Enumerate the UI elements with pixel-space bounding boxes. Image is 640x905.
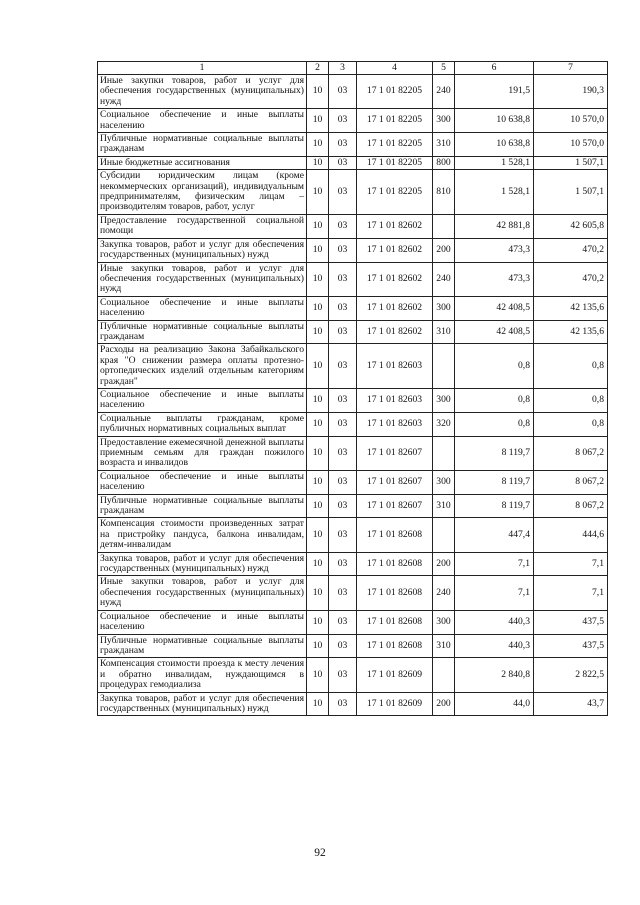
section-cell: 10	[307, 320, 329, 344]
amount-col7-cell: 2 822,5	[534, 658, 608, 692]
page-number: 92	[314, 847, 326, 859]
section-cell: 10	[307, 388, 329, 412]
row-name-cell: Социальные выплаты гражданам, кроме публичных нормативных социальных выплат	[98, 412, 307, 436]
section-cell: 10	[307, 658, 329, 692]
table-row	[98, 214, 608, 238]
subsection-cell: 03	[329, 470, 357, 494]
table-row	[98, 170, 608, 215]
section-cell: 10	[307, 552, 329, 576]
row-name-cell: Предоставление государственной социальной помощи	[98, 214, 307, 238]
amount-col7-cell: 1 507,1	[534, 170, 608, 215]
table-row	[98, 156, 608, 169]
table-row	[98, 238, 608, 262]
row-name-cell: Публичные нормативные социальные выплаты гражданам	[98, 320, 307, 344]
amount-col6-cell: 42 408,5	[455, 320, 534, 344]
target-article-cell: 17 1 01 82607	[357, 494, 433, 518]
amount-col6-cell: 7,1	[455, 552, 534, 576]
target-article-cell: 17 1 01 82205	[357, 75, 433, 109]
amount-col6-cell: 44,0	[455, 692, 534, 716]
target-article-cell: 17 1 01 82608	[357, 634, 433, 658]
target-article-cell: 17 1 01 82609	[357, 658, 433, 692]
section-cell: 10	[307, 344, 329, 389]
target-article-cell: 17 1 01 82602	[357, 320, 433, 344]
amount-col6-cell: 8 119,7	[455, 470, 534, 494]
target-article-cell: 17 1 01 82603	[357, 412, 433, 436]
table-row	[98, 344, 608, 389]
table-row	[98, 658, 608, 692]
amount-col6-cell: 42 408,5	[455, 296, 534, 320]
expense-type-cell: 240	[433, 262, 455, 296]
expense-type-cell: 800	[433, 156, 455, 169]
subsection-cell: 03	[329, 610, 357, 634]
section-cell: 10	[307, 436, 329, 470]
amount-col6-cell: 1 528,1	[455, 156, 534, 169]
col-header-7: 7	[534, 62, 608, 75]
table-row	[98, 576, 608, 610]
col-header-3: 3	[329, 62, 357, 75]
amount-col7-cell: 444,6	[534, 518, 608, 552]
subsection-cell: 03	[329, 262, 357, 296]
table-row	[98, 552, 608, 576]
section-cell: 10	[307, 75, 329, 109]
amount-col7-cell: 0,8	[534, 388, 608, 412]
table-row	[98, 388, 608, 412]
target-article-cell: 17 1 01 82602	[357, 296, 433, 320]
table-row	[98, 494, 608, 518]
section-cell: 10	[307, 576, 329, 610]
row-name-cell: Публичные нормативные социальные выплаты гражданам	[98, 494, 307, 518]
target-article-cell: 17 1 01 82607	[357, 470, 433, 494]
table-row	[98, 75, 608, 109]
amount-col6-cell: 440,3	[455, 610, 534, 634]
section-cell: 10	[307, 494, 329, 518]
target-article-cell: 17 1 01 82602	[357, 238, 433, 262]
table-row	[98, 634, 608, 658]
budget-table	[97, 61, 608, 716]
table-row	[98, 412, 608, 436]
expense-type-cell: 300	[433, 388, 455, 412]
section-cell: 10	[307, 634, 329, 658]
amount-col7-cell: 10 570,0	[534, 109, 608, 133]
section-cell: 10	[307, 156, 329, 169]
subsection-cell: 03	[329, 552, 357, 576]
row-name-cell: Компенсация стоимости проезда к месту лечения и обратно инвалидам, нуждающимся в процедурах гемодиализа	[98, 658, 307, 692]
amount-col6-cell: 473,3	[455, 238, 534, 262]
row-name-cell: Иные бюджетные ассигнования	[98, 156, 307, 169]
expense-type-cell: 240	[433, 75, 455, 109]
table-row	[98, 262, 608, 296]
table-row	[98, 133, 608, 157]
section-cell: 10	[307, 238, 329, 262]
target-article-cell: 17 1 01 82205	[357, 133, 433, 157]
subsection-cell: 03	[329, 170, 357, 215]
col-header-4: 4	[357, 62, 433, 75]
target-article-cell: 17 1 01 82205	[357, 170, 433, 215]
section-cell: 10	[307, 470, 329, 494]
target-article-cell: 17 1 01 82205	[357, 109, 433, 133]
amount-col6-cell: 0,8	[455, 388, 534, 412]
target-article-cell: 17 1 01 82603	[357, 388, 433, 412]
expense-type-cell: 300	[433, 296, 455, 320]
subsection-cell: 03	[329, 214, 357, 238]
amount-col7-cell: 43,7	[534, 692, 608, 716]
amount-col6-cell: 7,1	[455, 576, 534, 610]
expense-type-cell	[433, 344, 455, 389]
expense-type-cell: 310	[433, 320, 455, 344]
amount-col7-cell: 470,2	[534, 238, 608, 262]
amount-col7-cell: 42 135,6	[534, 320, 608, 344]
amount-col7-cell: 437,5	[534, 634, 608, 658]
amount-col6-cell: 191,5	[455, 75, 534, 109]
row-name-cell: Закупка товаров, работ и услуг для обеспечения государственных (муниципальных) нужд	[98, 552, 307, 576]
subsection-cell: 03	[329, 634, 357, 658]
section-cell: 10	[307, 610, 329, 634]
section-cell: 10	[307, 214, 329, 238]
amount-col6-cell: 440,3	[455, 634, 534, 658]
subsection-cell: 03	[329, 75, 357, 109]
subsection-cell: 03	[329, 320, 357, 344]
row-name-cell: Социальное обеспечение и иные выплаты населению	[98, 610, 307, 634]
col-header-1: 1	[98, 62, 307, 75]
amount-col7-cell: 7,1	[534, 552, 608, 576]
subsection-cell: 03	[329, 109, 357, 133]
table-row	[98, 470, 608, 494]
section-cell: 10	[307, 170, 329, 215]
target-article-cell: 17 1 01 82609	[357, 692, 433, 716]
expense-type-cell: 310	[433, 133, 455, 157]
subsection-cell: 03	[329, 388, 357, 412]
amount-col6-cell: 10 638,8	[455, 133, 534, 157]
amount-col6-cell: 447,4	[455, 518, 534, 552]
expense-type-cell: 310	[433, 634, 455, 658]
amount-col6-cell: 42 881,8	[455, 214, 534, 238]
target-article-cell: 17 1 01 82602	[357, 262, 433, 296]
amount-col6-cell: 473,3	[455, 262, 534, 296]
amount-col6-cell: 0,8	[455, 344, 534, 389]
section-cell: 10	[307, 412, 329, 436]
expense-type-cell	[433, 436, 455, 470]
subsection-cell: 03	[329, 436, 357, 470]
expense-type-cell: 310	[433, 494, 455, 518]
row-name-cell: Расходы на реализацию Закона Забайкальского края "О снижении размера оплаты протезно-ортопедических изделий отдельным категориям граждан"	[98, 344, 307, 389]
expense-type-cell: 300	[433, 610, 455, 634]
section-cell: 10	[307, 296, 329, 320]
amount-col7-cell: 8 067,2	[534, 470, 608, 494]
expense-type-cell: 200	[433, 238, 455, 262]
amount-col7-cell: 1 507,1	[534, 156, 608, 169]
row-name-cell: Публичные нормативные социальные выплаты гражданам	[98, 634, 307, 658]
target-article-cell: 17 1 01 82205	[357, 156, 433, 169]
target-article-cell: 17 1 01 82608	[357, 552, 433, 576]
amount-col7-cell: 470,2	[534, 262, 608, 296]
table-row	[98, 109, 608, 133]
expense-type-cell: 300	[433, 470, 455, 494]
amount-col7-cell: 437,5	[534, 610, 608, 634]
table-row	[98, 296, 608, 320]
subsection-cell: 03	[329, 156, 357, 169]
amount-col7-cell: 0,8	[534, 344, 608, 389]
amount-col7-cell: 8 067,2	[534, 494, 608, 518]
expense-type-cell	[433, 518, 455, 552]
amount-col6-cell: 8 119,7	[455, 494, 534, 518]
amount-col6-cell: 8 119,7	[455, 436, 534, 470]
target-article-cell: 17 1 01 82602	[357, 214, 433, 238]
expense-type-cell: 810	[433, 170, 455, 215]
row-name-cell: Социальное обеспечение и иные выплаты населению	[98, 470, 307, 494]
amount-col7-cell: 7,1	[534, 576, 608, 610]
target-article-cell: 17 1 01 82608	[357, 610, 433, 634]
target-article-cell: 17 1 01 82608	[357, 576, 433, 610]
col-header-2: 2	[307, 62, 329, 75]
target-article-cell: 17 1 01 82607	[357, 436, 433, 470]
section-cell: 10	[307, 692, 329, 716]
expense-type-cell: 300	[433, 109, 455, 133]
amount-col7-cell: 42 605,8	[534, 214, 608, 238]
section-cell: 10	[307, 518, 329, 552]
expense-type-cell: 200	[433, 692, 455, 716]
expense-type-cell: 320	[433, 412, 455, 436]
amount-col7-cell: 42 135,6	[534, 296, 608, 320]
amount-col6-cell: 10 638,8	[455, 109, 534, 133]
subsection-cell: 03	[329, 412, 357, 436]
amount-col6-cell: 0,8	[455, 412, 534, 436]
amount-col7-cell: 0,8	[534, 412, 608, 436]
subsection-cell: 03	[329, 518, 357, 552]
expense-type-cell: 240	[433, 576, 455, 610]
expense-type-cell	[433, 214, 455, 238]
row-name-cell: Социальное обеспечение и иные выплаты населению	[98, 109, 307, 133]
subsection-cell: 03	[329, 133, 357, 157]
row-name-cell: Закупка товаров, работ и услуг для обеспечения государственных (муниципальных) нужд	[98, 238, 307, 262]
amount-col7-cell: 8 067,2	[534, 436, 608, 470]
row-name-cell: Публичные нормативные социальные выплаты гражданам	[98, 133, 307, 157]
subsection-cell: 03	[329, 238, 357, 262]
row-name-cell: Иные закупки товаров, работ и услуг для обеспечения государственных (муниципальных) нужд	[98, 75, 307, 109]
target-article-cell: 17 1 01 82608	[357, 518, 433, 552]
row-name-cell: Иные закупки товаров, работ и услуг для обеспечения государственных (муниципальных) нужд	[98, 262, 307, 296]
target-article-cell: 17 1 01 82603	[357, 344, 433, 389]
subsection-cell: 03	[329, 692, 357, 716]
subsection-cell: 03	[329, 494, 357, 518]
section-cell: 10	[307, 133, 329, 157]
row-name-cell: Предоставление ежемесячной денежной выплаты приемным семьям для граждан пожилого возраста и инвалидов	[98, 436, 307, 470]
row-name-cell: Социальное обеспечение и иные выплаты населению	[98, 388, 307, 412]
table-row	[98, 610, 608, 634]
amount-col7-cell: 10 570,0	[534, 133, 608, 157]
amount-col6-cell: 2 840,8	[455, 658, 534, 692]
subsection-cell: 03	[329, 344, 357, 389]
table-row	[98, 518, 608, 552]
col-header-5: 5	[433, 62, 455, 75]
table-row	[98, 436, 608, 470]
row-name-cell: Социальное обеспечение и иные выплаты населению	[98, 296, 307, 320]
col-header-6: 6	[455, 62, 534, 75]
table-row	[98, 320, 608, 344]
table-row	[98, 692, 608, 716]
row-name-cell: Компенсация стоимости произведенных затрат на пристройку пандуса, балкона инвалидам, детям-инвалидам	[98, 518, 307, 552]
amount-col6-cell: 1 528,1	[455, 170, 534, 215]
row-name-cell: Субсидии юридическим лицам (кроме некоммерческих организаций), индивидуальным предпринимателям, физическим лицам – производителям товаров, работ, услуг	[98, 170, 307, 215]
section-cell: 10	[307, 262, 329, 296]
subsection-cell: 03	[329, 576, 357, 610]
row-name-cell: Иные закупки товаров, работ и услуг для обеспечения государственных (муниципальных) нужд	[98, 576, 307, 610]
subsection-cell: 03	[329, 296, 357, 320]
row-name-cell: Закупка товаров, работ и услуг для обеспечения государственных (муниципальных) нужд	[98, 692, 307, 716]
section-cell: 10	[307, 109, 329, 133]
expense-type-cell	[433, 658, 455, 692]
amount-col7-cell: 190,3	[534, 75, 608, 109]
header-row	[98, 62, 608, 75]
subsection-cell: 03	[329, 658, 357, 692]
expense-type-cell: 200	[433, 552, 455, 576]
